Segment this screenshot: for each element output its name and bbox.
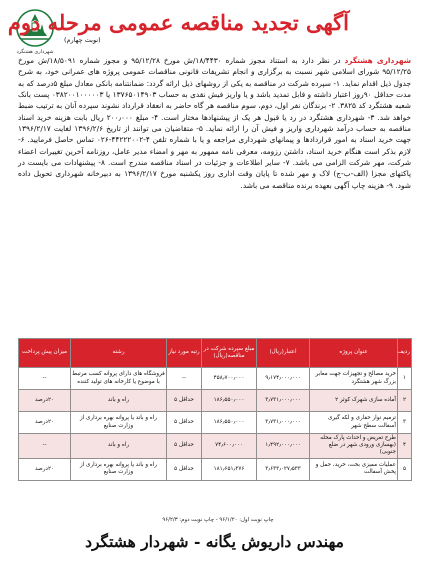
row-credit: ۹٫۱۷۴٫۰۰۰٫۰۰۰	[257, 368, 310, 390]
logo-caption: شهرداری هشتگرد	[16, 49, 54, 55]
row-credit: ۳٫۶۳۳٫۰۲۷٫۵۳۳	[257, 458, 310, 480]
row-grade: حداقل ۵	[167, 412, 202, 434]
header-deposit: مبلغ سپرده شرکت در مناقصه(ریال)	[202, 339, 257, 368]
row-prepayment: ۲۰درصد	[19, 458, 71, 480]
notice-body	[18, 55, 411, 191]
row-deposit: ۱۸۶٫۵۵۰٫۰۰۰	[202, 390, 257, 412]
row-index: ۲	[398, 390, 412, 412]
publication-round: (نوبت چهارم)	[64, 36, 101, 44]
table-row	[19, 434, 412, 459]
table-row	[19, 390, 412, 412]
row-grade: حداقل ۵	[167, 434, 202, 459]
header-prepayment: میزان پیش پرداخت	[19, 339, 71, 368]
header-field: رشته	[71, 339, 167, 368]
notice-text: در نظر دارد به استناد مجوز شماره ۱۸/۴۴۳۰/ش مورخ ۹۵/۱۲/۲۸ و مجوز شماره ۱۸/۵۰۹۱/ش مورخ ۹۵/۱۲/۲۵ شورای اسلامی شهر نسبت به برگزاری و انجام تشریفات قانونی مناقصات عمومی پروژه های عمرانی خود، به شرح جدول ذیل اقدام نماید. ۱- سپرده شرکت در مناقصه به یکی از روشهای ذیل ارائه گردد: ضمانتنامه بانکی معادل مبلغ ۵درصد که به مدت حداقل ۹۰روز اعتبار داشته و قابل تمدید باشد و یا واریز فیش نقدی به حساب ۱۳۷۶۵۰۱۴۹۰۳ یا ۰۳۸۲۰۰۱۰۰۰۰۰۳ پست بانک شعبه هشتگرد کد ۳۸۲۵. ۲- برندگان نفر اول، دوم، سوم مناقصه هر گاه حاضر به انعقاد قرارداد نشوند سپرده آنان به ترتیب ضبط خواهد شد. ۳- شهرداری هشتگرد در رد یا قبول هر یک از پیشنهادها مختار است. ۴- مبلغ ۲۰۰٫۰۰۰ ریال بابت هزینه خرید اسناد مناقصه به حساب درآمد شهرداری واریز و فیش آن را ارائه نماید. ۵- متقاضیان می توانند از تاریخ ۱۳۹۶/۲/۶ لغایت ۱۳۹۶/۲/۱۷ جهت خرید اسناد به امور قراردادها و پیمانهای شهرداری مراجعه و یا با شماره تلفن ۴-۴۴۲۲۲۰۰۲-۰۲۶ تماس حاصل فرمایید. ۶- لازم بذکر است هنگام خرید اسناد، داشتن رزومه، معرفی نامه ممهور به مهر و امضاء مدیر عامل، روزنامه آخرین تغییرات اعضاء شرکت، مهر شرکت الزامی می باشد. ۷- سایر اطلاعات و جزئیات در اسناد مناقصه مندرج است. ۸- پیشنهادات می بایست در پاکتهای مجزا (الف-ب-ج) لاک و مهر شده تا پایان وقت اداری روز یکشنبه مورخ ۱۳۹۶/۲/۱۷ به دبیرخانه شهرداری تحویل داده شود. ۹- هزینه چاپ آگهی بعهده برنده مناقصه می باشد.	[18, 56, 412, 190]
row-prepayment: --	[19, 368, 71, 390]
row-grade: حداقل ۵	[167, 458, 202, 480]
row-prepayment: --	[19, 434, 71, 459]
mayor-signature: مهندس داریوش یگانه - شهردار هشتگرد	[85, 532, 344, 551]
row-field: فروشگاه های دارای پروانه کسب مرتبط با موضوع یا کارخانه های تولید کننده	[71, 368, 167, 390]
notice-lead: شهرداری هشتگرد	[344, 56, 411, 65]
row-index: ۴	[398, 434, 412, 459]
row-field: راه و باند	[71, 434, 167, 459]
header-credit: اعتبار(ریال)	[257, 339, 310, 368]
row-project-title: خرید مصالح و تجهیزات جهت معابر بزرگ شهر هشتگرد	[310, 368, 398, 390]
table-row	[19, 412, 412, 434]
row-deposit: ۱۸۱٫۶۵۱٫۳۷۶	[202, 458, 257, 480]
row-project-title: آماده سازی شهرک کوثر ۲	[310, 390, 398, 412]
table-header-row	[19, 339, 412, 368]
tender-table	[18, 338, 412, 481]
notice-title: آگهی تجدید مناقصه عمومی مرحله دوم	[7, 10, 349, 35]
row-credit: ۳٫۷۳۱٫۰۰۰٫۰۰۰	[257, 390, 310, 412]
row-credit: ۳٫۷۳۱٫۰۰۰٫۰۰۰	[257, 412, 310, 434]
row-deposit: ۷۴٫۶۰۰٫۰۰۰	[202, 434, 257, 459]
row-project-title: عملیات ممیزی بخت، خرید، حمل و پخش آسفالت	[310, 458, 398, 480]
row-prepayment: ۲۰درصد	[19, 390, 71, 412]
table-row	[19, 458, 412, 480]
row-field: راه و باند یا پروانه بهره برداری از وزارت صنایع	[71, 412, 167, 434]
row-prepayment: ۲۰درصد	[19, 412, 71, 434]
row-project-title: ترمیم نوار حفاری و لکه گیری آسفالت سطح شهر	[310, 412, 398, 434]
header-project-title: عنوان پروژه	[310, 339, 398, 368]
row-field: راه و باند	[71, 390, 167, 412]
row-grade: حداقل ۵	[167, 390, 202, 412]
row-project-title: طرح تعریض و احداث پارک محله (بهسازی ورودی شهر در ضلع جنوبی)	[310, 434, 398, 459]
header-index: ردیف	[398, 339, 412, 368]
table-row	[19, 368, 412, 390]
header-grade: رتبه مورد نیاز	[167, 339, 202, 368]
row-index: ۱	[398, 368, 412, 390]
row-field: راه و باند یا پروانه بهره برداری از وزارت صنایع	[71, 458, 167, 480]
row-index: ۵	[398, 458, 412, 480]
row-deposit: ۱۸۶٫۵۵۰٫۰۰۰	[202, 412, 257, 434]
row-credit: ۱٫۴۹۲٫۰۰۰٫۰۰۰	[257, 434, 310, 459]
row-index: ۳	[398, 412, 412, 434]
row-deposit: ۴۵۸٫۷۰۰٫۰۰۰	[202, 368, 257, 390]
publication-dates: چاپ نوبت اول: ۹۶/۱/۲۰ - چاپ نوبت دوم: ۹۶/۲/۳	[162, 517, 274, 523]
row-grade: --	[167, 368, 202, 390]
